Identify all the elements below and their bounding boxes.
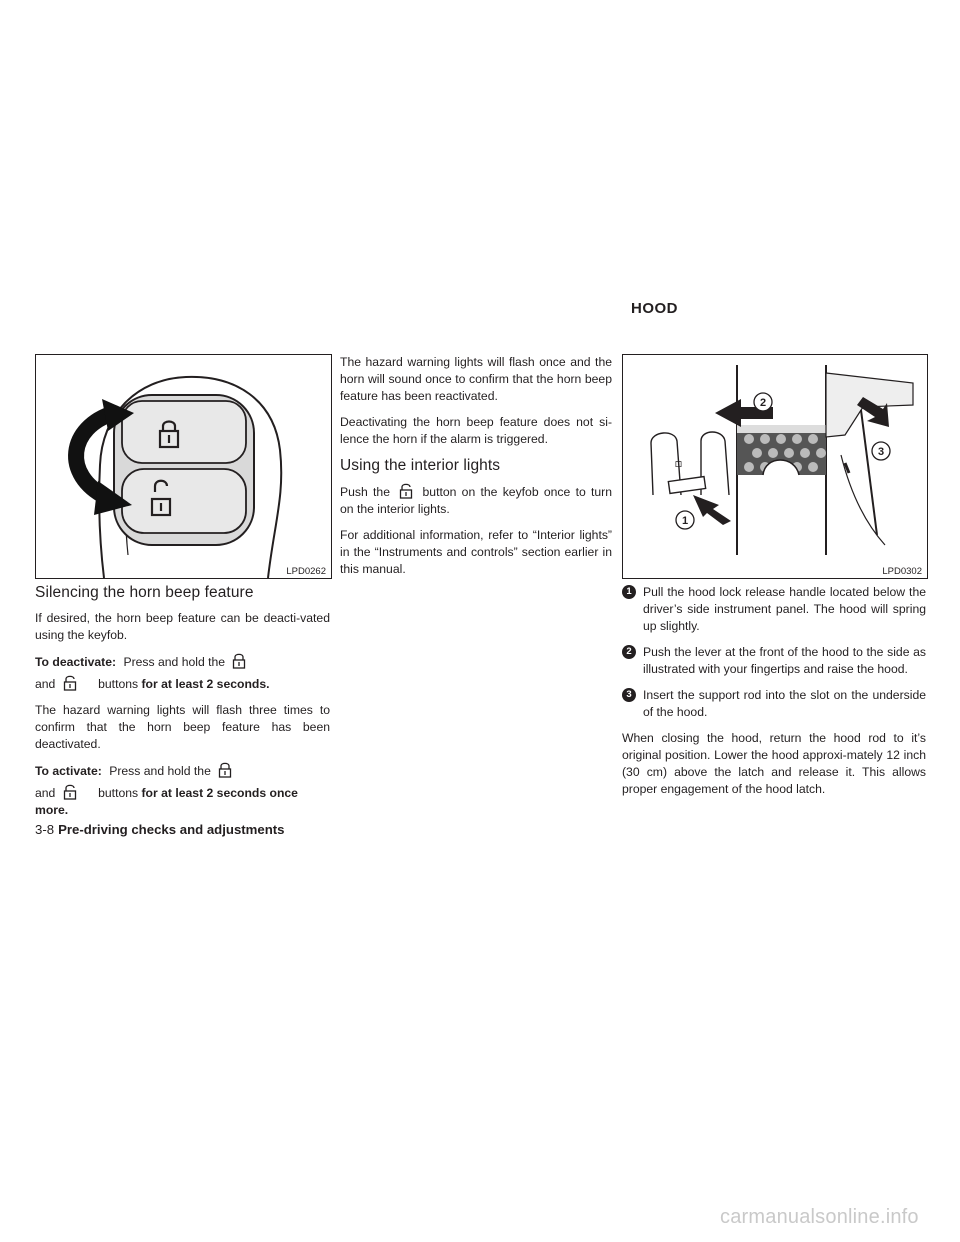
unlock-icon (63, 675, 77, 691)
keyfob-illustration (36, 355, 331, 578)
lock-icon (232, 653, 246, 669)
activate-paragraph-2 (35, 784, 330, 819)
reactivated-paragraph: The hazard warning lights will flash once and the horn will sound once to confirm that the horn beep feature has been reactivated. (340, 355, 612, 403)
figure-code: LPD0302 (882, 566, 922, 577)
step-number: 1 (622, 585, 636, 599)
buttons-text: buttons (98, 677, 139, 691)
interior-lights-text: button on the keyfob once to turn on the interior lights. (340, 485, 613, 516)
buttons-text: buttons (98, 786, 139, 800)
figure-code: LPD0262 (286, 566, 326, 577)
activate-label: To activate: (35, 764, 102, 778)
left-column (35, 584, 330, 828)
deactivate-text: Press and hold the (123, 655, 226, 669)
deactivate-duration: for at least 2 seconds. (141, 677, 270, 691)
page-footer (35, 822, 285, 837)
callout-2 (754, 393, 772, 411)
activate-duration: for at least 2 seconds once more. (35, 786, 298, 817)
step-text: Pull the hood lock release handle located below the driver’s side instrument panel. The hood will spring up slightly. (643, 585, 926, 633)
arrow-1-icon (693, 495, 731, 525)
additional-info: For additional information, refer to “Interior lights” in the “Instruments and controls” section earlier in this manual. (340, 528, 612, 576)
hood-illustration (623, 355, 927, 578)
step-number: 3 (622, 688, 636, 702)
and-text: and (35, 786, 56, 800)
svg-text:⚀: ⚀ (675, 460, 682, 469)
interior-lights-paragraph (340, 483, 612, 518)
step-number: 2 (622, 645, 636, 659)
unlock-icon (63, 784, 77, 800)
callout-1 (676, 511, 694, 529)
activate-paragraph (35, 762, 330, 780)
deactivate-result: The hazard warning lights will flash three times to confirm that the horn beep feature has been deactivated. (35, 703, 330, 751)
page-number: 3-8 (35, 822, 55, 837)
section-title: HOOD (631, 300, 678, 317)
deactivate-paragraph-2 (35, 675, 330, 693)
chapter-title: Pre-driving checks and adjustments (58, 822, 285, 837)
deactivate-label: To deactivate: (35, 655, 117, 669)
alarm-note: Deactivating the horn beep feature does not si-lence the horn if the alarm is triggered. (340, 415, 612, 446)
activate-text: Press and hold the (109, 764, 211, 778)
horn-heading: Silencing the horn beep feature (35, 584, 254, 601)
keyfob-figure (35, 354, 332, 579)
hood-step-1 (622, 584, 926, 635)
svg-text:2: 2 (759, 397, 767, 409)
deactivate-paragraph (35, 653, 330, 671)
callout-3 (872, 442, 890, 460)
step-text: Insert the support rod into the slot on the underside of the hood. (643, 688, 926, 719)
hood-step-3 (622, 687, 926, 721)
and-text: and (35, 677, 56, 691)
unlock-icon (399, 483, 413, 499)
hood-step-2 (622, 644, 926, 678)
closing-paragraph: When closing the hood, return the hood rod to it’s original position. Lower the hood approxi-mately 12 inch (30 cm) above the latch and release it. This allows proper engagement of the hood latch. (622, 731, 926, 796)
svg-text:3: 3 (877, 446, 885, 458)
right-column (622, 584, 926, 807)
step-text: Push the lever at the front of the hood to the side as illustrated with your fingertips and raise the hood. (643, 645, 926, 676)
lock-icon (218, 762, 232, 778)
hood-figure (622, 354, 928, 579)
middle-column (340, 354, 612, 587)
push-the-text: Push the (340, 485, 390, 499)
interior-lights-heading: Using the interior lights (340, 457, 501, 474)
watermark: carmanualsonline.info (720, 1206, 919, 1228)
svg-text:1: 1 (681, 515, 689, 527)
horn-intro: If desired, the horn beep feature can be deacti-vated using the keyfob. (35, 611, 330, 642)
